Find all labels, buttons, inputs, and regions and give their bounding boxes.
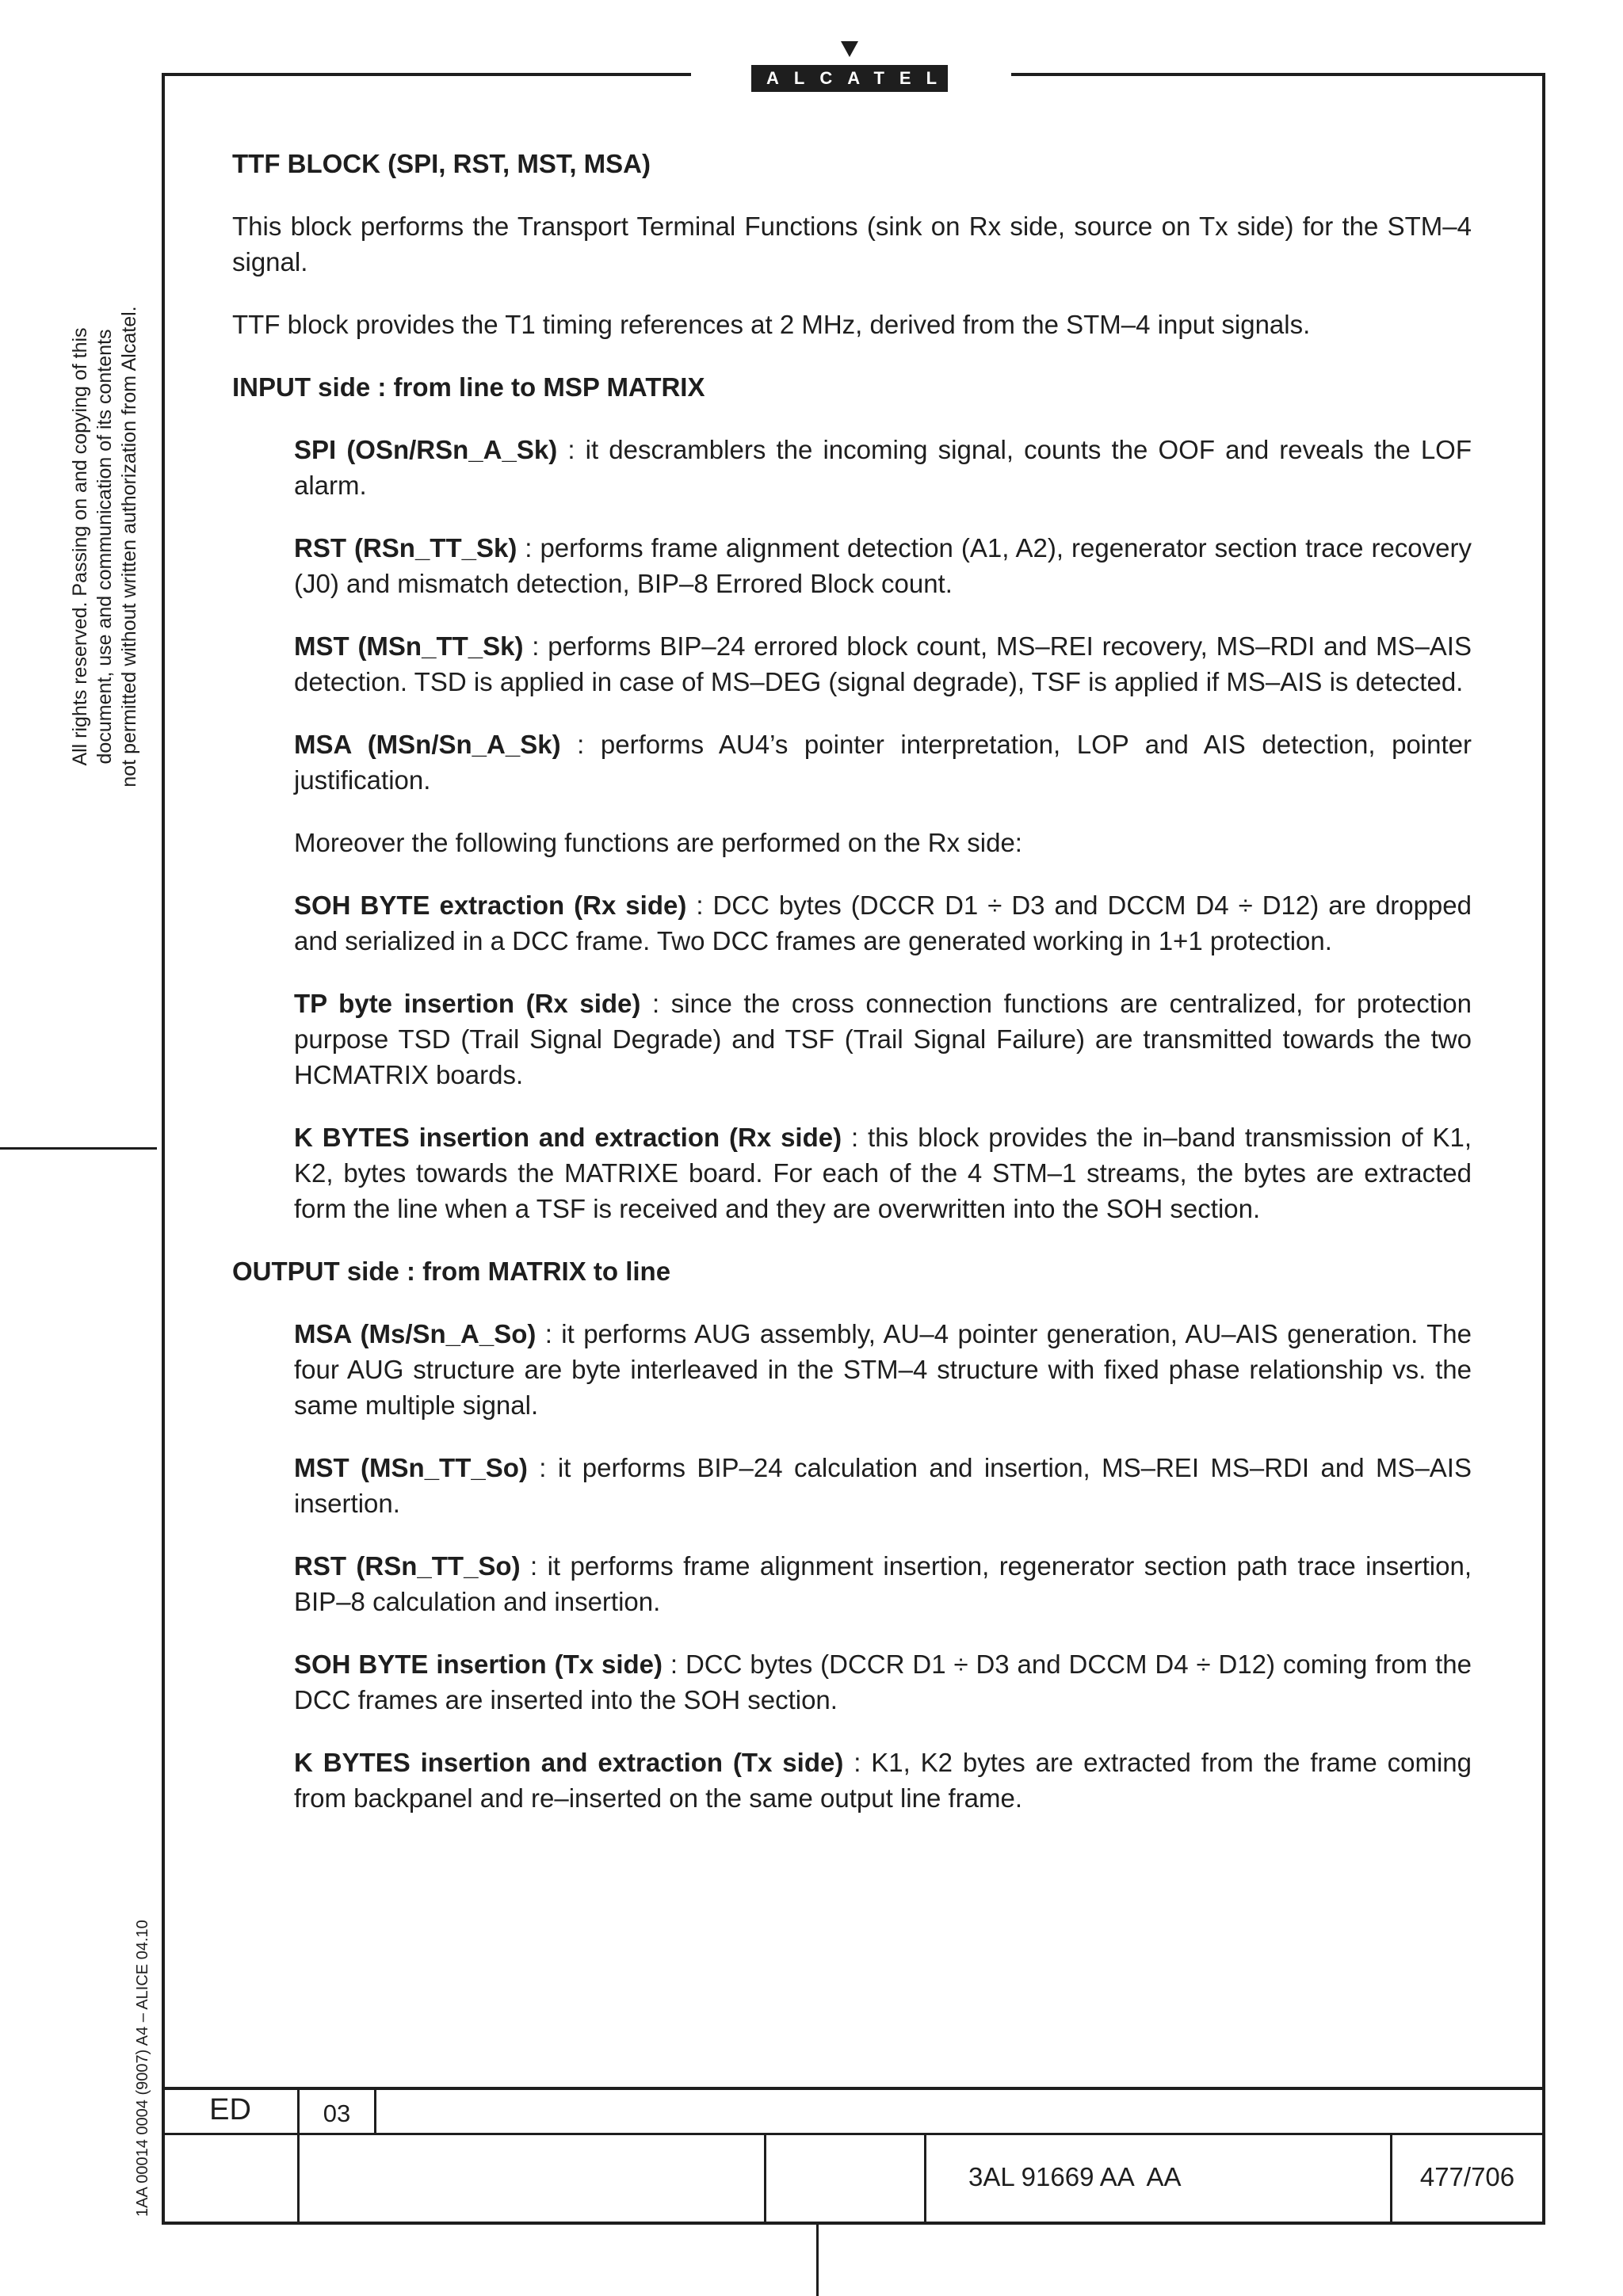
title-block-top-rule	[162, 2087, 1545, 2090]
title-block-divider	[374, 2087, 376, 2134]
item-term: RST (RSn_TT_So)	[294, 1551, 521, 1581]
item-term: MSA (Ms/Sn_A_So)	[294, 1319, 537, 1348]
frame-right	[1542, 73, 1545, 2225]
frame-bottom	[162, 2222, 1545, 2225]
frame-top-left	[162, 73, 691, 76]
bottom-tick	[816, 2225, 819, 2296]
list-item	[294, 1646, 1472, 1718]
list-item	[294, 1548, 1472, 1619]
title-block-mid-rule	[162, 2133, 1545, 2135]
item-text: : it descramblers the incoming signal, counts the OOF and reveals the LOF alarm.	[294, 435, 1472, 500]
frame-left	[162, 73, 165, 2225]
item-term: K BYTES insertion and extraction (Rx side)	[294, 1123, 842, 1152]
item-text: : this block provides the in–band transmission of K1, K2, bytes towards the MATRIXE board. For each of the 4 STM–1 streams, the bytes are extracted form the line when a TSF is received and they are overwritten into the SOH section.	[294, 1123, 1472, 1223]
item-text: : performs BIP–24 errored block count, MS–REI recovery, MS–RDI and MS–AIS detection. TSD is applied in case of MS–DEG (signal degrade), TSF is applied if MS–AIS is detected.	[294, 631, 1472, 696]
list-item	[294, 1745, 1472, 1816]
paragraph: This block performs the Transport Terminal Functions (sink on Rx side, source on Tx side) for the STM–4 signal.	[232, 212, 1472, 277]
alcatel-logo: ALCATEL	[751, 65, 948, 92]
page-number: 477/706	[1419, 2162, 1515, 2191]
item-term: TP byte insertion (Rx side)	[294, 989, 641, 1018]
list-item	[294, 432, 1472, 503]
logo-arrow-icon	[841, 41, 858, 57]
item-text: : DCC bytes (DCCR D1 ÷ D3 and DCCM D4 ÷ D12) are dropped and serialized in a DCC frame. Two DCC frames are generated working in 1+1 protection.	[294, 891, 1472, 955]
ed-label: ED	[209, 2093, 251, 2126]
item-term: SPI (OSn/RSn_A_Sk)	[294, 435, 558, 464]
paragraph: TTF block provides the T1 timing references at 2 MHz, derived from the STM–4 input signals.	[232, 310, 1311, 339]
list-item	[294, 1119, 1472, 1226]
subsection-heading-output: OUTPUT side : from MATRIX to line	[232, 1257, 671, 1286]
copyright-line: document, use and communication of its contents	[94, 329, 116, 765]
title-block-divider	[764, 2133, 766, 2223]
list-item	[294, 1316, 1472, 1423]
item-term: K BYTES insertion and extraction (Tx side)	[294, 1748, 844, 1777]
section-title: TTF BLOCK (SPI, RST, MST, MSA)	[232, 149, 651, 178]
item-text: : it performs AUG assembly, AU–4 pointer generation, AU–AIS generation. The four AUG structure are byte interleaved in the STM–4 structure with fixed phase relationship vs. the same multiple signal.	[294, 1319, 1472, 1420]
list-item	[294, 887, 1472, 959]
list-item	[294, 986, 1472, 1093]
list-item	[294, 530, 1472, 601]
item-term: SOH BYTE extraction (Rx side)	[294, 891, 687, 920]
list-item	[294, 1450, 1472, 1521]
item-text: : it performs frame alignment insertion, regenerator section path trace insertion, BIP–8 calculation and insertion.	[294, 1551, 1472, 1616]
item-term: RST (RSn_TT_Sk)	[294, 533, 517, 563]
copyright-line: All rights reserved. Passing on and copying of this	[69, 327, 91, 766]
subsection-heading-input: INPUT side : from line to MSP MATRIX	[232, 372, 705, 402]
item-text: : it performs BIP–24 calculation and insertion, MS–REI MS–RDI and MS–AIS insertion.	[294, 1453, 1472, 1518]
list-item	[294, 628, 1472, 700]
item-term: SOH BYTE insertion (Tx side)	[294, 1650, 663, 1679]
ed-value: 03	[323, 2100, 351, 2127]
item-term: MST (MSn_TT_So)	[294, 1453, 528, 1482]
copyright-notice	[68, 277, 142, 816]
item-text: : since the cross connection functions are centralized, for protection purpose TSD (Trail Signal Degrade) and TSF (Trail Signal Failure) are transmitted towards the two HCMATRIX boards.	[294, 989, 1472, 1089]
item-text: : performs AU4’s pointer interpretation, LOP and AIS detection, pointer justification.	[294, 730, 1472, 795]
paragraph: Moreover the following functions are performed on the Rx side:	[294, 828, 1022, 857]
document-number: 3AL 91669 AA AA	[968, 2162, 1182, 2191]
item-text: : performs frame alignment detection (A1, A2), regenerator section trace recovery (J0) and mismatch detection, BIP–8 Errored Block count.	[294, 533, 1472, 598]
item-term: MST (MSn_TT_Sk)	[294, 631, 524, 661]
item-text: : DCC bytes (DCCR D1 ÷ D3 and DCCM D4 ÷ D12) coming from the DCC frames are inserted into the SOH section.	[294, 1650, 1472, 1714]
form-code: 1AA 00014 0004 (9007) A4 – ALICE 04.10	[134, 1920, 151, 2217]
copyright-line: not permitted without written authorization from Alcatel.	[118, 306, 140, 788]
list-item	[294, 727, 1472, 798]
margin-tick	[0, 1147, 157, 1150]
item-term: MSA (MSn/Sn_A_Sk)	[294, 730, 561, 759]
frame-top-right	[1011, 73, 1545, 76]
title-block-divider	[924, 2133, 926, 2223]
document-body	[232, 146, 1472, 1816]
item-text: : K1, K2 bytes are extracted from the frame coming from backpanel and re–inserted on the same output line frame.	[294, 1748, 1472, 1813]
